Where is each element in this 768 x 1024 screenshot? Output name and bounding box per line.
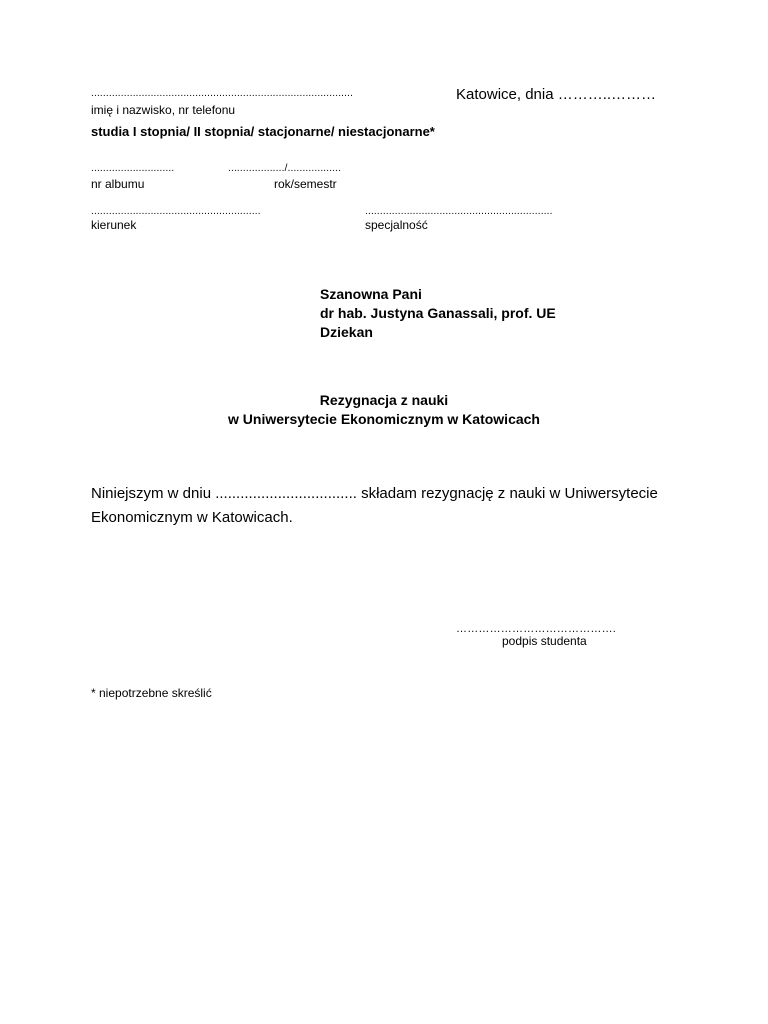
title-line2: w Uniwersytecie Ekonomicznym w Katowicach (228, 411, 540, 427)
name-label: imię i nazwisko, nr telefonu (91, 103, 236, 117)
year-label: rok/semestr (274, 177, 337, 191)
footnote: * niepotrzebne skreślić (91, 686, 212, 700)
body-line2: Ekonomicznym w Katowicach. (91, 509, 293, 526)
direction-label: kierunek (91, 218, 137, 232)
place-date: Katowice, dnia ………..……… (456, 86, 657, 103)
signature-label: podpis studenta (502, 634, 587, 648)
study-type: studia I stopnia/ II stopnia/ stacjonarne/ niestacjonarne* (91, 124, 435, 139)
body-line1: Niniejszym w dniu .................................. składam rezygnację z nauki w Uniwersytecie (91, 485, 658, 502)
album-dots: ............................ (91, 163, 175, 174)
addressee-line3: Dziekan (320, 324, 373, 340)
addressee-line2: dr hab. Justyna Ganassali, prof. UE (320, 305, 556, 321)
specialty-dots: ............................................................... (365, 206, 553, 217)
addressee-line1: Szanowna Pani (320, 286, 422, 302)
title-line1: Rezygnacja z nauki (319, 392, 449, 408)
signature-dots: ……………………………………. (456, 623, 617, 635)
year-dots: .................../.................. (228, 163, 342, 174)
direction-dots: ......................................................... (91, 206, 261, 217)
specialty-label: specjalność (365, 218, 428, 232)
name-dots: ........................................................................................ (91, 88, 354, 99)
album-label: nr albumu (91, 177, 145, 191)
